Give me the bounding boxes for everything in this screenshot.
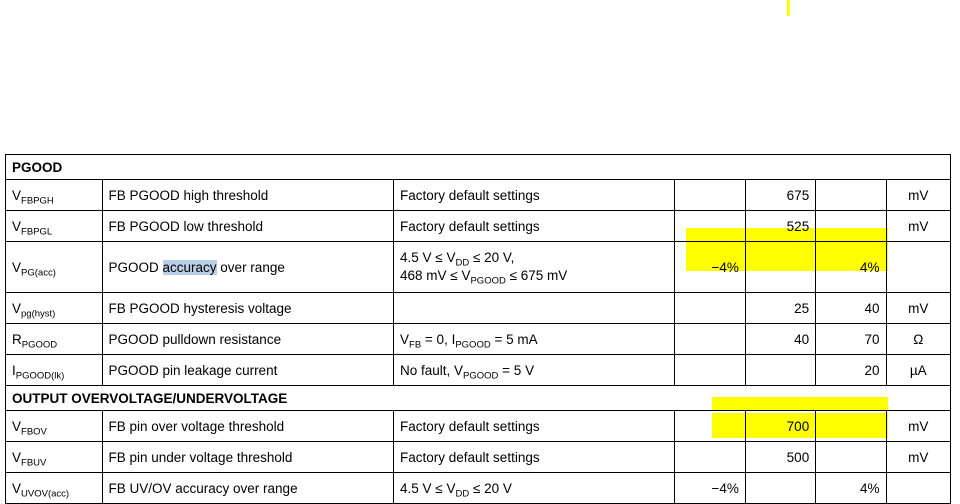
row-min [675, 324, 745, 355]
row-max: 20 [816, 355, 886, 386]
row-min [675, 211, 745, 242]
table-row [6, 324, 951, 355]
row-min [675, 293, 745, 324]
row-min [675, 355, 745, 386]
electrical-characteristics-table [5, 154, 951, 504]
row-parameter: PGOOD pin leakage current [102, 355, 394, 386]
row-symbol: $V_{FBOV}$ [6, 411, 103, 442]
row-condition: Factory default settings [394, 442, 675, 473]
row-unit [886, 473, 950, 504]
row-symbol: $V_{PG(acc)}$ [6, 242, 103, 293]
row-parameter: FB UV/OV accuracy over range [102, 473, 394, 504]
row-min: −4% [675, 473, 745, 504]
row-unit: mV [886, 211, 950, 242]
row-symbol: $I_{PGOOD(lk)}$ [6, 355, 103, 386]
table-row [6, 293, 951, 324]
row-parameter: FB pin over voltage threshold [102, 411, 394, 442]
row-condition: 4.5 $V \le V_{DD} \le 20$ V [394, 473, 675, 504]
row-typ: 40 [745, 324, 815, 355]
row-max [816, 180, 886, 211]
row-condition: Factory default settings [394, 411, 675, 442]
row-parameter: PGOOD pulldown resistance [102, 324, 394, 355]
row-parameter: PGOOD accuracy over range [102, 242, 394, 293]
row-symbol: $R_{PGOOD}$ [6, 324, 103, 355]
table-row [6, 355, 951, 386]
table-row [6, 411, 951, 442]
row-unit: mV [886, 180, 950, 211]
row-min [675, 411, 745, 442]
stray-highlight-mark [787, 0, 790, 16]
row-condition: No fault, $V_{PGOOD} = 5$ V [394, 355, 675, 386]
row-max [816, 442, 886, 473]
row-parameter: FB PGOOD high threshold [102, 180, 394, 211]
table-row [6, 242, 951, 293]
row-min: −4% [675, 242, 745, 293]
row-max [816, 211, 886, 242]
row-typ [745, 473, 815, 504]
table-row [6, 473, 951, 504]
row-typ [745, 355, 815, 386]
row-unit: mV [886, 293, 950, 324]
row-symbol: $V_{UVOV(acc)}$ [6, 473, 103, 504]
selected-text: accuracy [162, 259, 217, 275]
row-condition: Factory default settings [394, 211, 675, 242]
table-section-header [6, 386, 951, 411]
table-row [6, 211, 951, 242]
row-symbol: $V_{FBPGL}$ [6, 211, 103, 242]
row-unit [886, 242, 950, 293]
row-unit: Ω [886, 324, 950, 355]
row-condition: 4.5 $V \le V_{DD} \le 20$ V, 468 mV ≤ $V_{PGOOD} \le 675$ mV [394, 242, 675, 293]
row-unit: mV [886, 442, 950, 473]
table-section-header [6, 155, 951, 180]
row-max: 4% [816, 242, 886, 293]
row-condition: $V_{FB} = 0$, $I_{PGOOD} = 5$ mA [394, 324, 675, 355]
row-parameter: FB PGOOD hysteresis voltage [102, 293, 394, 324]
row-typ: 525 [745, 211, 815, 242]
row-min [675, 442, 745, 473]
row-max: 40 [816, 293, 886, 324]
row-unit: mV [886, 411, 950, 442]
row-symbol: $V_{FBPGH}$ [6, 180, 103, 211]
row-condition: Factory default settings [394, 180, 675, 211]
row-typ: 675 [745, 180, 815, 211]
row-typ: 700 [745, 411, 815, 442]
row-typ: 500 [745, 442, 815, 473]
row-unit: µA [886, 355, 950, 386]
row-typ [745, 242, 815, 293]
row-min [675, 180, 745, 211]
row-max: 4% [816, 473, 886, 504]
row-symbol: $V_{pg(hyst)}$ [6, 293, 103, 324]
row-symbol: $V_{FBUV}$ [6, 442, 103, 473]
row-max [816, 411, 886, 442]
row-parameter: FB PGOOD low threshold [102, 211, 394, 242]
section-label-output-ovuv: OUTPUT OVERVOLTAGE/UNDERVOLTAGE [6, 386, 951, 411]
row-condition [394, 293, 675, 324]
row-typ: 25 [745, 293, 815, 324]
table-row [6, 180, 951, 211]
row-parameter: FB pin under voltage threshold [102, 442, 394, 473]
section-label-pgood: PGOOD [6, 155, 951, 180]
row-max: 70 [816, 324, 886, 355]
table-row [6, 442, 951, 473]
